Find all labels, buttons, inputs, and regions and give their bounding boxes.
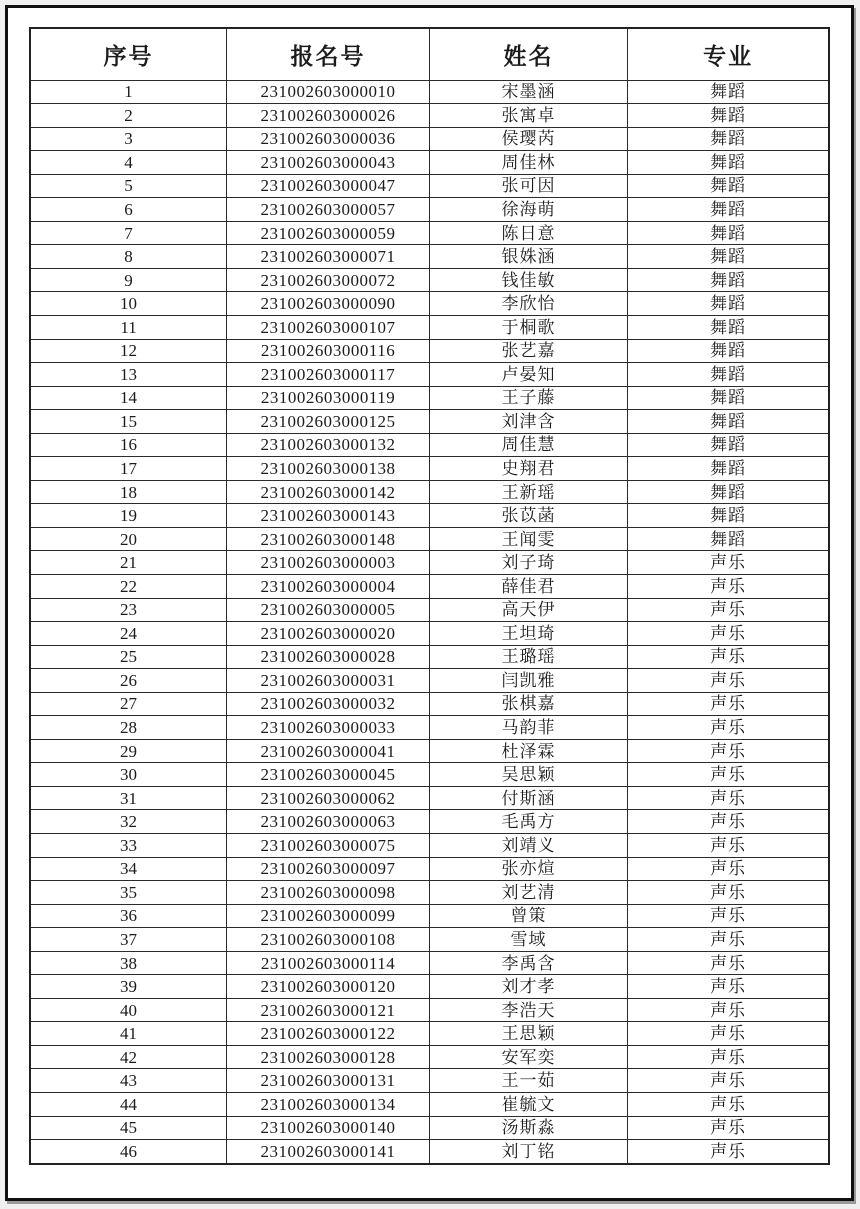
major-cell: 声乐: [628, 1093, 829, 1117]
table-row: [30, 951, 829, 975]
table-row: [30, 1022, 829, 1046]
table-row: [30, 245, 829, 269]
reg-number-cell: 231002603000043: [227, 151, 430, 175]
name-cell: 刘才孝: [429, 975, 627, 999]
reg-number-cell: 231002603000026: [227, 104, 430, 128]
serial-cell: 45: [30, 1116, 227, 1140]
major-cell: 舞蹈: [628, 198, 829, 222]
reg-number-cell: 231002603000120: [227, 975, 430, 999]
table-row: [30, 1045, 829, 1069]
serial-cell: 39: [30, 975, 227, 999]
table-row: [30, 810, 829, 834]
major-cell: 声乐: [628, 739, 829, 763]
major-cell: 声乐: [628, 928, 829, 952]
table-row: [30, 857, 829, 881]
name-cell: 刘丁铭: [429, 1140, 627, 1164]
reg-number-cell: 231002603000028: [227, 645, 430, 669]
reg-number-cell: 231002603000020: [227, 622, 430, 646]
table-row: [30, 221, 829, 245]
serial-cell: 18: [30, 480, 227, 504]
name-cell: 薛佳君: [429, 574, 627, 598]
major-cell: 舞蹈: [628, 221, 829, 245]
table-row: [30, 998, 829, 1022]
reg-number-cell: 231002603000031: [227, 669, 430, 693]
name-cell: 钱佳敏: [429, 268, 627, 292]
table-row: [30, 80, 829, 104]
major-cell: 声乐: [628, 551, 829, 575]
table-row: [30, 881, 829, 905]
reg-number-cell: 231002603000132: [227, 433, 430, 457]
major-cell: 舞蹈: [628, 363, 829, 387]
major-cell: 声乐: [628, 786, 829, 810]
name-cell: 张可因: [429, 174, 627, 198]
table-row: [30, 268, 829, 292]
reg-number-cell: 231002603000090: [227, 292, 430, 316]
reg-number-cell: 231002603000143: [227, 504, 430, 528]
name-cell: 王子藤: [429, 386, 627, 410]
name-cell: 刘艺清: [429, 881, 627, 905]
serial-cell: 21: [30, 551, 227, 575]
table-body: [30, 80, 829, 1164]
table-row: [30, 834, 829, 858]
serial-cell: 37: [30, 928, 227, 952]
reg-number-cell: 231002603000045: [227, 763, 430, 787]
reg-number-cell: 231002603000141: [227, 1140, 430, 1164]
major-cell: 声乐: [628, 1140, 829, 1164]
name-cell: 王思颖: [429, 1022, 627, 1046]
major-cell: 声乐: [628, 763, 829, 787]
reg-number-cell: 231002603000036: [227, 127, 430, 151]
table-row: [30, 292, 829, 316]
reg-number-cell: 231002603000010: [227, 80, 430, 104]
reg-number-cell: 231002603000121: [227, 998, 430, 1022]
reg-number-cell: 231002603000116: [227, 339, 430, 363]
serial-cell: 23: [30, 598, 227, 622]
name-cell: 吴思颖: [429, 763, 627, 787]
reg-number-cell: 231002603000148: [227, 527, 430, 551]
table-row: [30, 904, 829, 928]
table-row: [30, 1140, 829, 1164]
name-cell: 安军奕: [429, 1045, 627, 1069]
name-cell: 王坦琦: [429, 622, 627, 646]
table-row: [30, 622, 829, 646]
reg-number-cell: 231002603000142: [227, 480, 430, 504]
reg-number-cell: 231002603000131: [227, 1069, 430, 1093]
serial-cell: 24: [30, 622, 227, 646]
name-cell: 徐海萌: [429, 198, 627, 222]
major-cell: 舞蹈: [628, 151, 829, 175]
serial-cell: 34: [30, 857, 227, 881]
reg-number-cell: 231002603000033: [227, 716, 430, 740]
name-cell: 银姝涵: [429, 245, 627, 269]
reg-number-cell: 231002603000032: [227, 692, 430, 716]
table-row: [30, 198, 829, 222]
reg-number-cell: 231002603000057: [227, 198, 430, 222]
reg-number-cell: 231002603000107: [227, 315, 430, 339]
serial-cell: 25: [30, 645, 227, 669]
table-row: [30, 339, 829, 363]
serial-cell: 38: [30, 951, 227, 975]
table-row: [30, 1069, 829, 1093]
table-row: [30, 645, 829, 669]
table-row: [30, 1116, 829, 1140]
name-cell: 周佳林: [429, 151, 627, 175]
name-cell: 李欣怡: [429, 292, 627, 316]
name-cell: 刘津含: [429, 410, 627, 434]
major-cell: 舞蹈: [628, 457, 829, 481]
table-row: [30, 763, 829, 787]
table-row: [30, 692, 829, 716]
serial-cell: 13: [30, 363, 227, 387]
table-header: [30, 28, 829, 80]
serial-cell: 19: [30, 504, 227, 528]
major-cell: 舞蹈: [628, 245, 829, 269]
table-row: [30, 127, 829, 151]
name-cell: 汤斯淼: [429, 1116, 627, 1140]
name-cell: 张艺嘉: [429, 339, 627, 363]
serial-cell: 28: [30, 716, 227, 740]
table-row: [30, 598, 829, 622]
col-header-reg-number: 报名号: [227, 28, 430, 80]
table-row: [30, 716, 829, 740]
major-cell: 声乐: [628, 1116, 829, 1140]
major-cell: 声乐: [628, 998, 829, 1022]
serial-cell: 29: [30, 739, 227, 763]
table-row: [30, 527, 829, 551]
serial-cell: 6: [30, 198, 227, 222]
major-cell: 声乐: [628, 834, 829, 858]
reg-number-cell: 231002603000041: [227, 739, 430, 763]
name-cell: 刘子琦: [429, 551, 627, 575]
serial-cell: 33: [30, 834, 227, 858]
serial-cell: 26: [30, 669, 227, 693]
name-cell: 史翔君: [429, 457, 627, 481]
reg-number-cell: 231002603000063: [227, 810, 430, 834]
name-cell: 杜泽霖: [429, 739, 627, 763]
name-cell: 周佳慧: [429, 433, 627, 457]
table-row: [30, 928, 829, 952]
reg-number-cell: 231002603000098: [227, 881, 430, 905]
table-row: [30, 669, 829, 693]
applicant-roster-table: [29, 27, 830, 1165]
serial-cell: 15: [30, 410, 227, 434]
major-cell: 声乐: [628, 645, 829, 669]
major-cell: 舞蹈: [628, 504, 829, 528]
header-row: [30, 28, 829, 80]
serial-cell: 2: [30, 104, 227, 128]
name-cell: 张苡菡: [429, 504, 627, 528]
serial-cell: 43: [30, 1069, 227, 1093]
serial-cell: 35: [30, 881, 227, 905]
major-cell: 声乐: [628, 692, 829, 716]
name-cell: 王一茹: [429, 1069, 627, 1093]
reg-number-cell: 231002603000097: [227, 857, 430, 881]
reg-number-cell: 231002603000128: [227, 1045, 430, 1069]
serial-cell: 27: [30, 692, 227, 716]
table-row: [30, 551, 829, 575]
serial-cell: 9: [30, 268, 227, 292]
major-cell: 声乐: [628, 669, 829, 693]
major-cell: 声乐: [628, 904, 829, 928]
name-cell: 闫凯雅: [429, 669, 627, 693]
name-cell: 张棋嘉: [429, 692, 627, 716]
major-cell: 声乐: [628, 598, 829, 622]
serial-cell: 42: [30, 1045, 227, 1069]
major-cell: 舞蹈: [628, 410, 829, 434]
document-page: [5, 5, 854, 1201]
major-cell: 舞蹈: [628, 433, 829, 457]
table-row: [30, 410, 829, 434]
serial-cell: 22: [30, 574, 227, 598]
serial-cell: 16: [30, 433, 227, 457]
name-cell: 王闻雯: [429, 527, 627, 551]
col-header-serial: 序号: [30, 28, 227, 80]
name-cell: 崔毓文: [429, 1093, 627, 1117]
reg-number-cell: 231002603000140: [227, 1116, 430, 1140]
major-cell: 舞蹈: [628, 104, 829, 128]
serial-cell: 44: [30, 1093, 227, 1117]
table-row: [30, 386, 829, 410]
serial-cell: 41: [30, 1022, 227, 1046]
reg-number-cell: 231002603000047: [227, 174, 430, 198]
major-cell: 声乐: [628, 1045, 829, 1069]
major-cell: 舞蹈: [628, 127, 829, 151]
reg-number-cell: 231002603000099: [227, 904, 430, 928]
table-row: [30, 315, 829, 339]
serial-cell: 36: [30, 904, 227, 928]
name-cell: 王新瑶: [429, 480, 627, 504]
name-cell: 付斯涵: [429, 786, 627, 810]
serial-cell: 8: [30, 245, 227, 269]
table-row: [30, 574, 829, 598]
table-row: [30, 433, 829, 457]
name-cell: 毛禹方: [429, 810, 627, 834]
name-cell: 李禹含: [429, 951, 627, 975]
reg-number-cell: 231002603000138: [227, 457, 430, 481]
table-row: [30, 786, 829, 810]
serial-cell: 11: [30, 315, 227, 339]
name-cell: 张寓卓: [429, 104, 627, 128]
name-cell: 王璐瑶: [429, 645, 627, 669]
name-cell: 马韵菲: [429, 716, 627, 740]
reg-number-cell: 231002603000072: [227, 268, 430, 292]
table-row: [30, 457, 829, 481]
reg-number-cell: 231002603000003: [227, 551, 430, 575]
serial-cell: 32: [30, 810, 227, 834]
serial-cell: 1: [30, 80, 227, 104]
serial-cell: 12: [30, 339, 227, 363]
major-cell: 声乐: [628, 951, 829, 975]
reg-number-cell: 231002603000005: [227, 598, 430, 622]
serial-cell: 31: [30, 786, 227, 810]
col-header-name: 姓名: [429, 28, 627, 80]
table-row: [30, 151, 829, 175]
name-cell: 雪域: [429, 928, 627, 952]
major-cell: 舞蹈: [628, 80, 829, 104]
major-cell: 声乐: [628, 716, 829, 740]
serial-cell: 3: [30, 127, 227, 151]
major-cell: 舞蹈: [628, 527, 829, 551]
serial-cell: 14: [30, 386, 227, 410]
name-cell: 刘靖义: [429, 834, 627, 858]
table-row: [30, 975, 829, 999]
serial-cell: 10: [30, 292, 227, 316]
serial-cell: 20: [30, 527, 227, 551]
major-cell: 舞蹈: [628, 480, 829, 504]
table-row: [30, 363, 829, 387]
major-cell: 声乐: [628, 1022, 829, 1046]
name-cell: 陈日意: [429, 221, 627, 245]
reg-number-cell: 231002603000062: [227, 786, 430, 810]
name-cell: 卢晏知: [429, 363, 627, 387]
table-row: [30, 739, 829, 763]
serial-cell: 46: [30, 1140, 227, 1164]
major-cell: 声乐: [628, 975, 829, 999]
reg-number-cell: 231002603000059: [227, 221, 430, 245]
major-cell: 舞蹈: [628, 292, 829, 316]
name-cell: 高天伊: [429, 598, 627, 622]
major-cell: 声乐: [628, 810, 829, 834]
serial-cell: 30: [30, 763, 227, 787]
reg-number-cell: 231002603000114: [227, 951, 430, 975]
name-cell: 张亦煊: [429, 857, 627, 881]
table-row: [30, 504, 829, 528]
table-row: [30, 1093, 829, 1117]
name-cell: 侯璎芮: [429, 127, 627, 151]
major-cell: 声乐: [628, 857, 829, 881]
reg-number-cell: 231002603000075: [227, 834, 430, 858]
serial-cell: 5: [30, 174, 227, 198]
name-cell: 于桐歌: [429, 315, 627, 339]
serial-cell: 17: [30, 457, 227, 481]
major-cell: 舞蹈: [628, 339, 829, 363]
reg-number-cell: 231002603000117: [227, 363, 430, 387]
major-cell: 声乐: [628, 622, 829, 646]
major-cell: 舞蹈: [628, 386, 829, 410]
name-cell: 宋墨涵: [429, 80, 627, 104]
col-header-major: 专业: [628, 28, 829, 80]
reg-number-cell: 231002603000134: [227, 1093, 430, 1117]
table-row: [30, 174, 829, 198]
major-cell: 声乐: [628, 881, 829, 905]
reg-number-cell: 231002603000108: [227, 928, 430, 952]
major-cell: 舞蹈: [628, 268, 829, 292]
serial-cell: 4: [30, 151, 227, 175]
serial-cell: 40: [30, 998, 227, 1022]
major-cell: 舞蹈: [628, 315, 829, 339]
major-cell: 声乐: [628, 1069, 829, 1093]
reg-number-cell: 231002603000071: [227, 245, 430, 269]
major-cell: 舞蹈: [628, 174, 829, 198]
name-cell: 李浩天: [429, 998, 627, 1022]
serial-cell: 7: [30, 221, 227, 245]
name-cell: 曾策: [429, 904, 627, 928]
reg-number-cell: 231002603000122: [227, 1022, 430, 1046]
table-row: [30, 480, 829, 504]
reg-number-cell: 231002603000004: [227, 574, 430, 598]
table-row: [30, 104, 829, 128]
major-cell: 声乐: [628, 574, 829, 598]
reg-number-cell: 231002603000125: [227, 410, 430, 434]
reg-number-cell: 231002603000119: [227, 386, 430, 410]
